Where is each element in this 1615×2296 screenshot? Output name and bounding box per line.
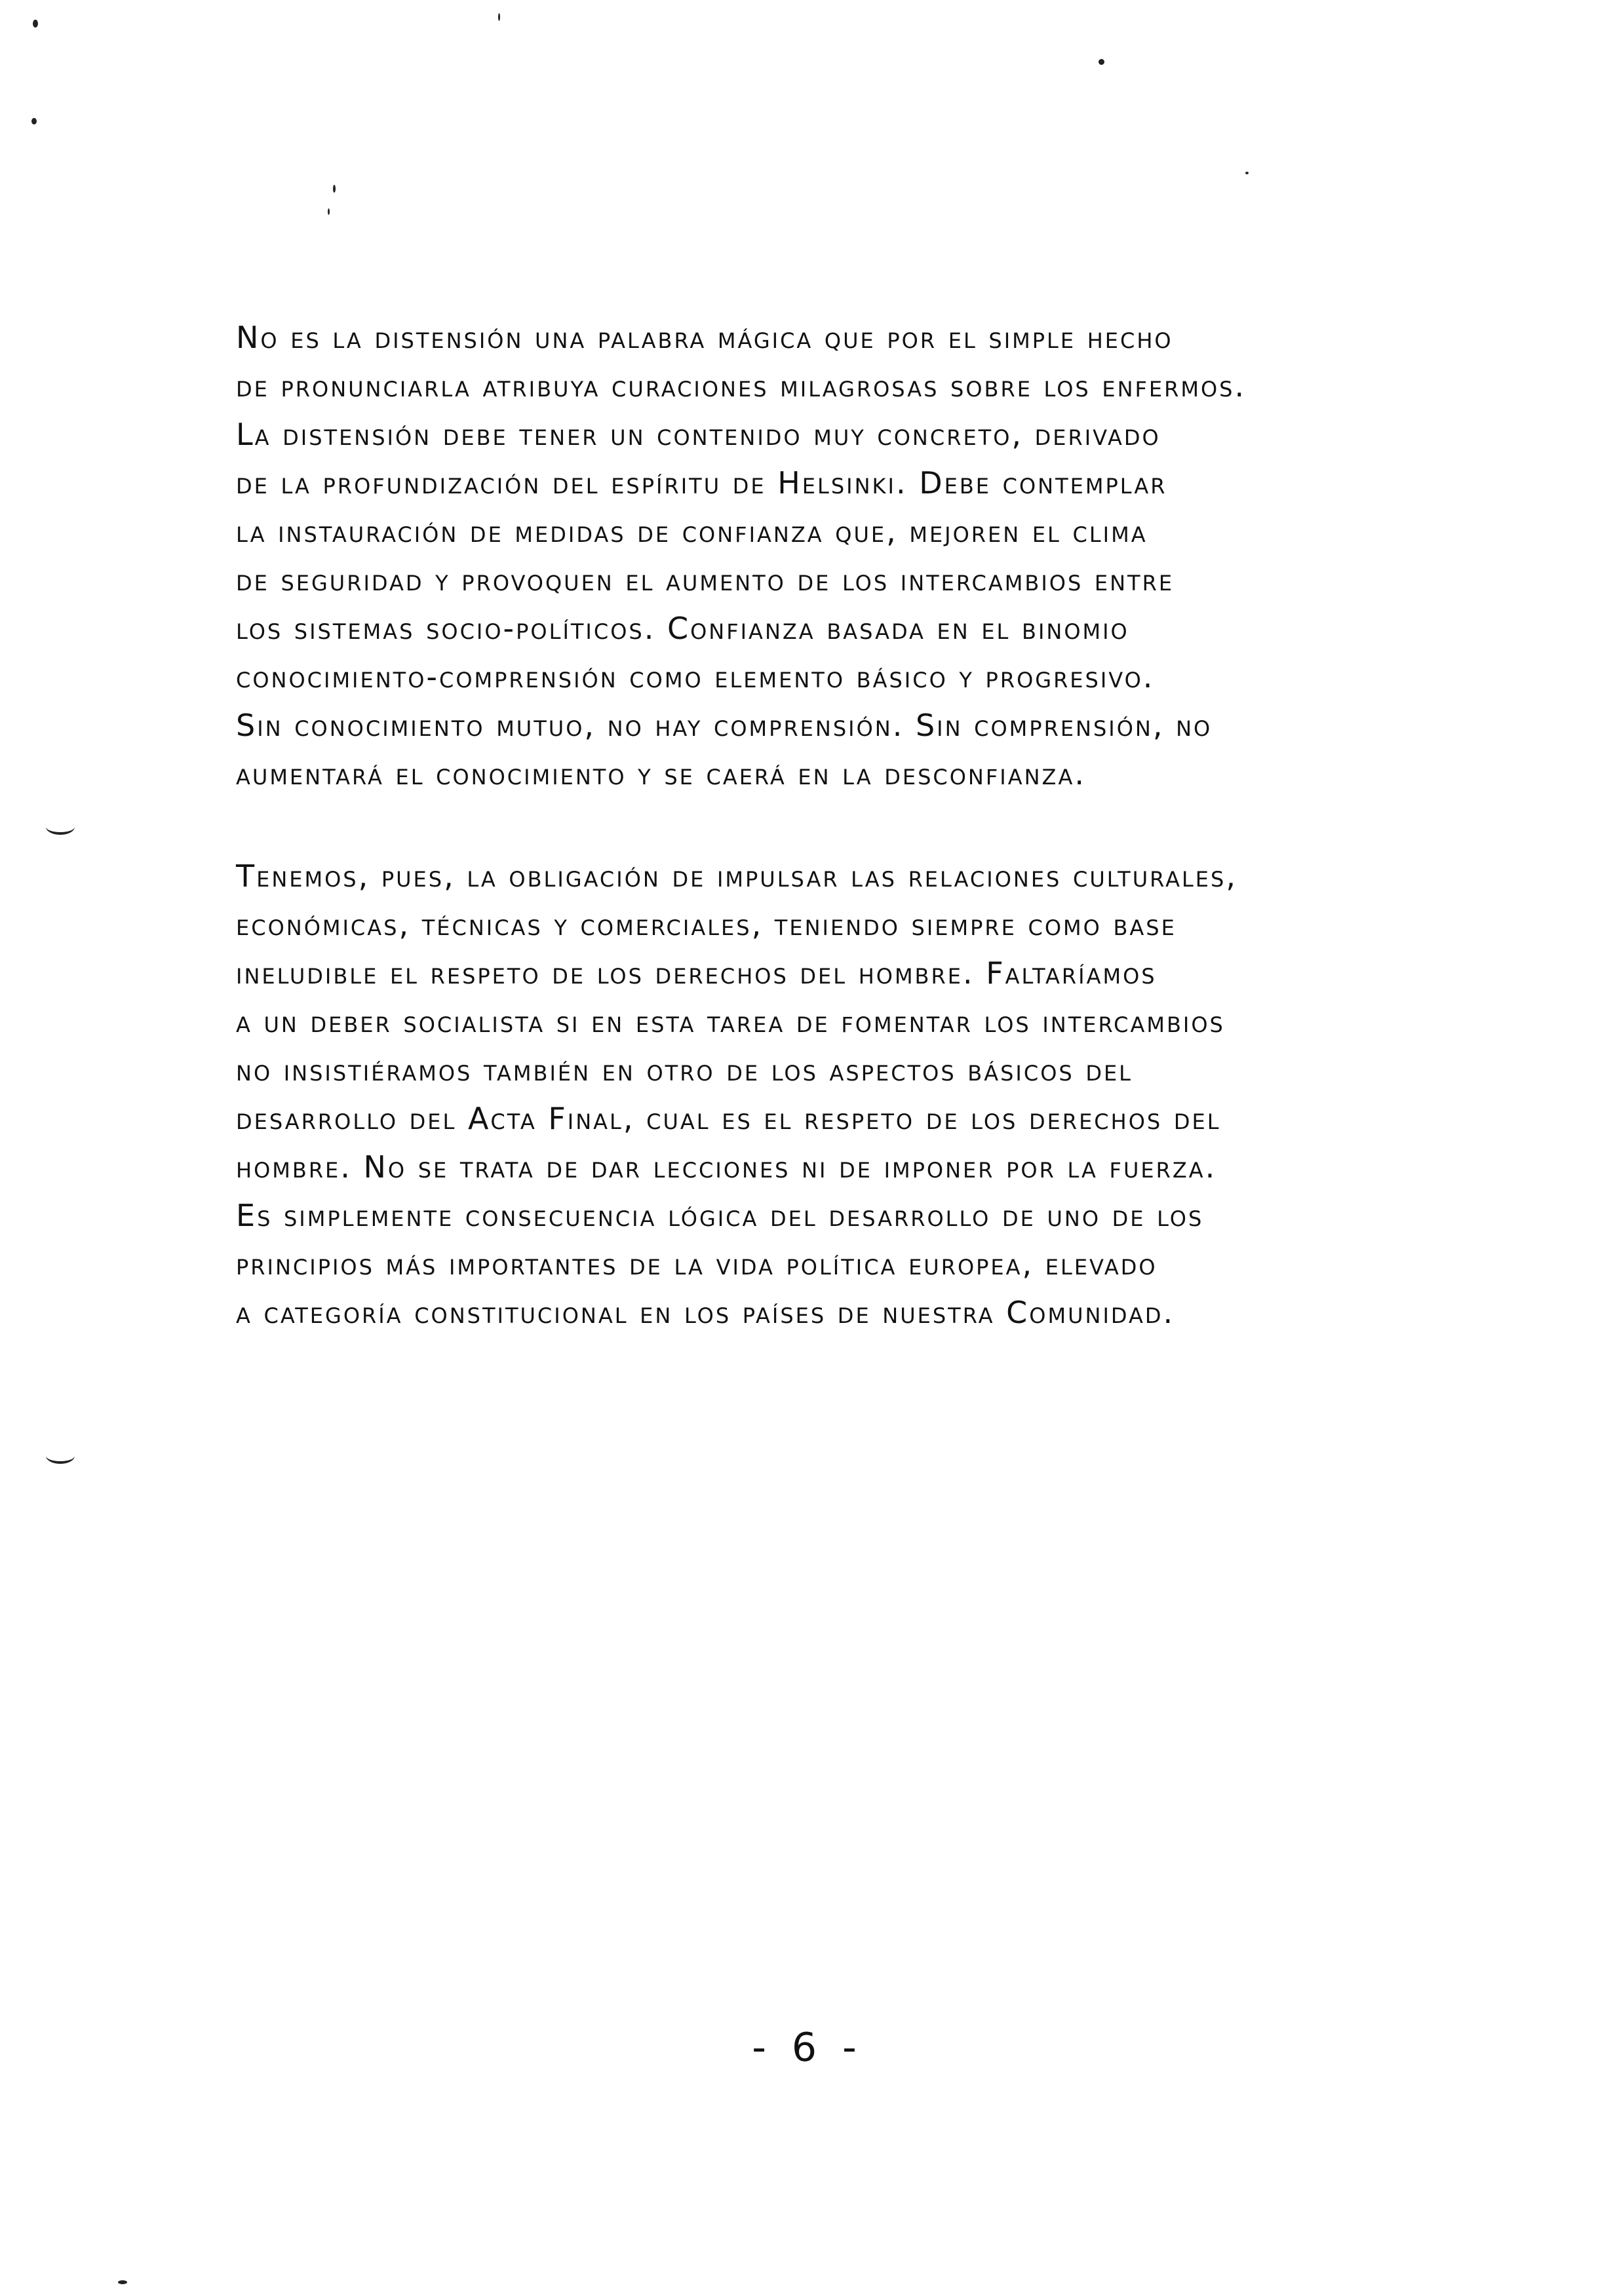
- scan-speck: [1099, 59, 1104, 65]
- text-line: a categoría constitucional en los países de nuestra Comunidad.: [236, 1295, 1175, 1330]
- text-line: aumentará el conocimiento y se caerá en la desconfianza.: [236, 756, 1086, 792]
- text-line: No es la distensión una palabra mágica que por el simple hecho: [236, 320, 1173, 355]
- text-line: la instauración de medidas de confianza que, mejoren el clima: [236, 514, 1148, 549]
- text-line: Tenemos, pues, la obligación de impulsar las relaciones culturales,: [236, 858, 1237, 894]
- text-line: económicas, técnicas y comerciales, teniendo siempre como base: [236, 907, 1177, 942]
- text-line: de la profundización del espíritu de Helsinki. Debe contemplar: [236, 465, 1167, 501]
- scan-speck: [1245, 172, 1249, 174]
- scan-speck: [33, 20, 38, 28]
- text-line: La distensión debe tener un contenido muy concreto, derivado: [236, 417, 1161, 452]
- page-number: - 6 -: [752, 2025, 863, 2071]
- scan-speck: [118, 2280, 127, 2284]
- text-line: Es simplemente consecuencia lógica del desarrollo de uno de los: [236, 1198, 1204, 1233]
- text-line: principios más importantes de la vida política europea, elevado: [236, 1246, 1158, 1282]
- scan-mark: [46, 1448, 75, 1464]
- text-line: los sistemas socio-políticos. Confianza basada en el binomio: [236, 611, 1129, 646]
- paragraph-1: [236, 313, 1246, 798]
- text-line: a un deber socialista si en esta tarea de fomentar los intercambios: [236, 1004, 1225, 1039]
- scan-speck: [498, 13, 500, 21]
- scan-mark: [46, 819, 75, 835]
- text-line: no insistiéramos también en otro de los aspectos básicos del: [236, 1052, 1133, 1088]
- scan-speck: [328, 208, 330, 215]
- text-line: de seguridad y provoquen el aumento de los intercambios entre: [236, 562, 1175, 598]
- text-line: desarrollo del Acta Final, cual es el respeto de los derechos del: [236, 1101, 1221, 1136]
- text-line: de pronunciarla atribuya curaciones milagrosas sobre los enfermos.: [236, 368, 1247, 404]
- scan-speck: [333, 185, 336, 193]
- text-line: conocimiento-comprensión como elemento básico y progresivo.: [236, 659, 1155, 695]
- scan-speck: [31, 118, 37, 124]
- paragraph-2: [236, 852, 1237, 1337]
- text-line: ineludible el respeto de los derechos del hombre. Faltaríamos: [236, 955, 1157, 991]
- text-line: Sin conocimiento mutuo, no hay comprensión. Sin comprensión, no: [236, 708, 1213, 743]
- text-line: hombre. No se trata de dar lecciones ni de imponer por la fuerza.: [236, 1149, 1217, 1185]
